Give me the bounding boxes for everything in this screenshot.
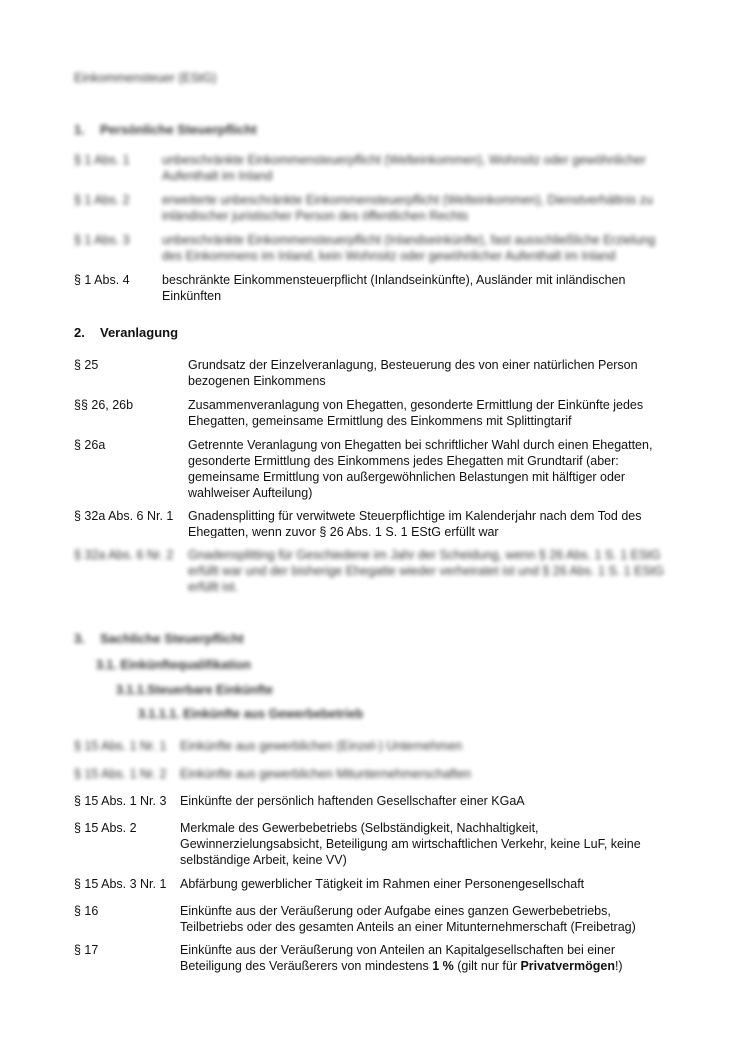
desc-text: (gilt nur für (453, 959, 521, 973)
paragraph-ref: § 1 Abs. 3 (74, 233, 130, 247)
section-number: 2. (74, 325, 85, 340)
document-title: Einkommensteuer (EStG) (74, 71, 217, 85)
paragraph-ref: § 15 Abs. 1 Nr. 3 (74, 794, 167, 808)
paragraph-ref: §§ 26, 26b (74, 398, 134, 412)
paragraph-ref: § 1 Abs. 2 (74, 193, 130, 207)
paragraph-desc: Gnadensplitting für verwitwete Steuerpflichtige im Kalenderjahr nach dem Tod des Ehegatten, wenn zuvor § 26 Abs. 1 S. 1 EStG erfüllt war (188, 509, 642, 538)
paragraph-ref: § 25 (74, 358, 99, 372)
section-1-heading (74, 122, 257, 138)
paragraph-desc: Getrennte Veranlagung von Ehegatten bei schriftlicher Wahl durch einen Ehegatten, gesonderte Ermittlung des Einkommens jedes Ehegatten mit Grundtarif (aber: gemeinsame Ermittlung von außergewöhnlichen Belastungen mit hälftiger oder wahlweiser Aufteilung) (188, 438, 653, 500)
section-2-heading (74, 325, 178, 341)
paragraph-ref: § 15 Abs. 1 Nr. 1 (74, 739, 167, 753)
paragraph-desc: Einkünfte aus gewerblichen (Einzel-) Unternehmen (180, 739, 463, 753)
paragraph-desc (180, 942, 674, 974)
desc-bold-percent: 1 % (432, 959, 454, 973)
paragraph-ref: § 15 Abs. 1 Nr. 2 (74, 767, 167, 781)
paragraph-desc: Merkmale des Gewerbebetriebs (Selbständigkeit, Nachhaltigkeit, Gewinnerzielungsabsicht, Beteiligung am wirtschaftlichen Verkehr, keine LuF, keine selbständige Arbeit, keine VV) (180, 821, 641, 867)
paragraph-ref: § 15 Abs. 3 Nr. 1 (74, 877, 167, 891)
paragraph-ref: § 26a (74, 438, 106, 452)
desc-text: !) (614, 959, 623, 973)
paragraph-desc: Zusammenveranlagung von Ehegatten, gesonderte Ermittlung der Einkünfte jedes Ehegatten, gemeinsame Ermittlung des Einkommens mit Splittingtarif (188, 398, 644, 428)
paragraph-ref: § 32a Abs. 6 Nr. 2 (74, 548, 174, 562)
subsubsubsection-heading: 3.1.1.1. Einkünfte aus Gewerbebetrieb (138, 707, 364, 721)
paragraph-desc: Einkünfte aus gewerblichen Mitunternehmerschaften (180, 767, 472, 781)
subsection-heading: 3.1. Einkünftequalifikation (96, 658, 251, 672)
table-row (74, 232, 674, 264)
section-title: Sachliche Steuerpflicht (100, 631, 244, 646)
paragraph-desc: Gnadensplitting für Geschiedene im Jahr der Scheidung, wenn § 26 Abs. 1 S. 1 EStG erfüllt war und der bisherige Ehegatte wieder verheiratet ist und § 26 Abs. 1 S. 1 EStG erfüllt ist. (188, 548, 664, 594)
paragraph-desc: Einkünfte aus der Veräußerung oder Aufgabe eines ganzen Gewerbebetriebs, Teilbetriebs oder des gesamten Anteils an einer Mitunternehmerschaft (Freibetrag) (180, 904, 636, 934)
section-number: 3. (74, 631, 85, 646)
paragraph-desc: Abfärbung gewerblicher Tätigkeit im Rahmen einer Personengesellschaft (180, 877, 585, 891)
table-row (74, 272, 674, 304)
paragraph-desc: beschränkte Einkommensteuerpflicht (Inlandseinkünfte), Ausländer mit inländischen Einkünften (162, 273, 626, 303)
paragraph-desc: unbeschränkte Einkommensteuerpflicht (Inlandseinkünfte), fast ausschließliche Erzielung des Einkommens im Inland, kein Wohnsitz oder gewöhnlicher Aufenthalt im Inland (162, 233, 656, 263)
section-3-heading (74, 631, 244, 647)
desc-bold-privatvermoegen: Privatvermögen (520, 959, 615, 973)
section-number: 1. (74, 122, 85, 137)
table-row (74, 152, 674, 184)
desc-text: Einkünfte aus der Veräußerung von Anteilen an Kapitalgesellschaften bei einer Beteiligung des Veräußerers von mindestens (180, 943, 616, 973)
subsubsection-heading: 3.1.1.Steuerbare Einkünfte (116, 683, 274, 697)
section-title: Persönliche Steuerpflicht (100, 122, 257, 137)
section-title: Veranlagung (100, 325, 179, 340)
paragraph-ref: § 16 (74, 904, 99, 918)
paragraph-desc: Einkünfte der persönlich haftenden Gesellschafter einer KGaA (180, 794, 525, 808)
paragraph-desc: Grundsatz der Einzelveranlagung, Besteuerung des von einer natürlichen Person bezogenen Einkommens (188, 358, 638, 388)
paragraph-desc: unbeschränkte Einkommensteuerpflicht (Welteinkommen), Wohnsitz oder gewöhnlicher Aufenthalt im Inland (162, 153, 646, 183)
paragraph-desc: erweiterte unbeschränkte Einkommensteuerpflicht (Welteinkommen), Dienstverhältnis zu inländischer juristischer Person des öffentlichen Rechts (162, 193, 653, 223)
paragraph-ref: § 15 Abs. 2 (74, 821, 137, 835)
paragraph-ref: § 1 Abs. 4 (74, 273, 130, 287)
paragraph-ref: § 1 Abs. 1 (74, 153, 130, 167)
paragraph-ref: § 17 (74, 943, 99, 957)
table-row (74, 192, 674, 224)
paragraph-ref: § 32a Abs. 6 Nr. 1 (74, 509, 174, 523)
